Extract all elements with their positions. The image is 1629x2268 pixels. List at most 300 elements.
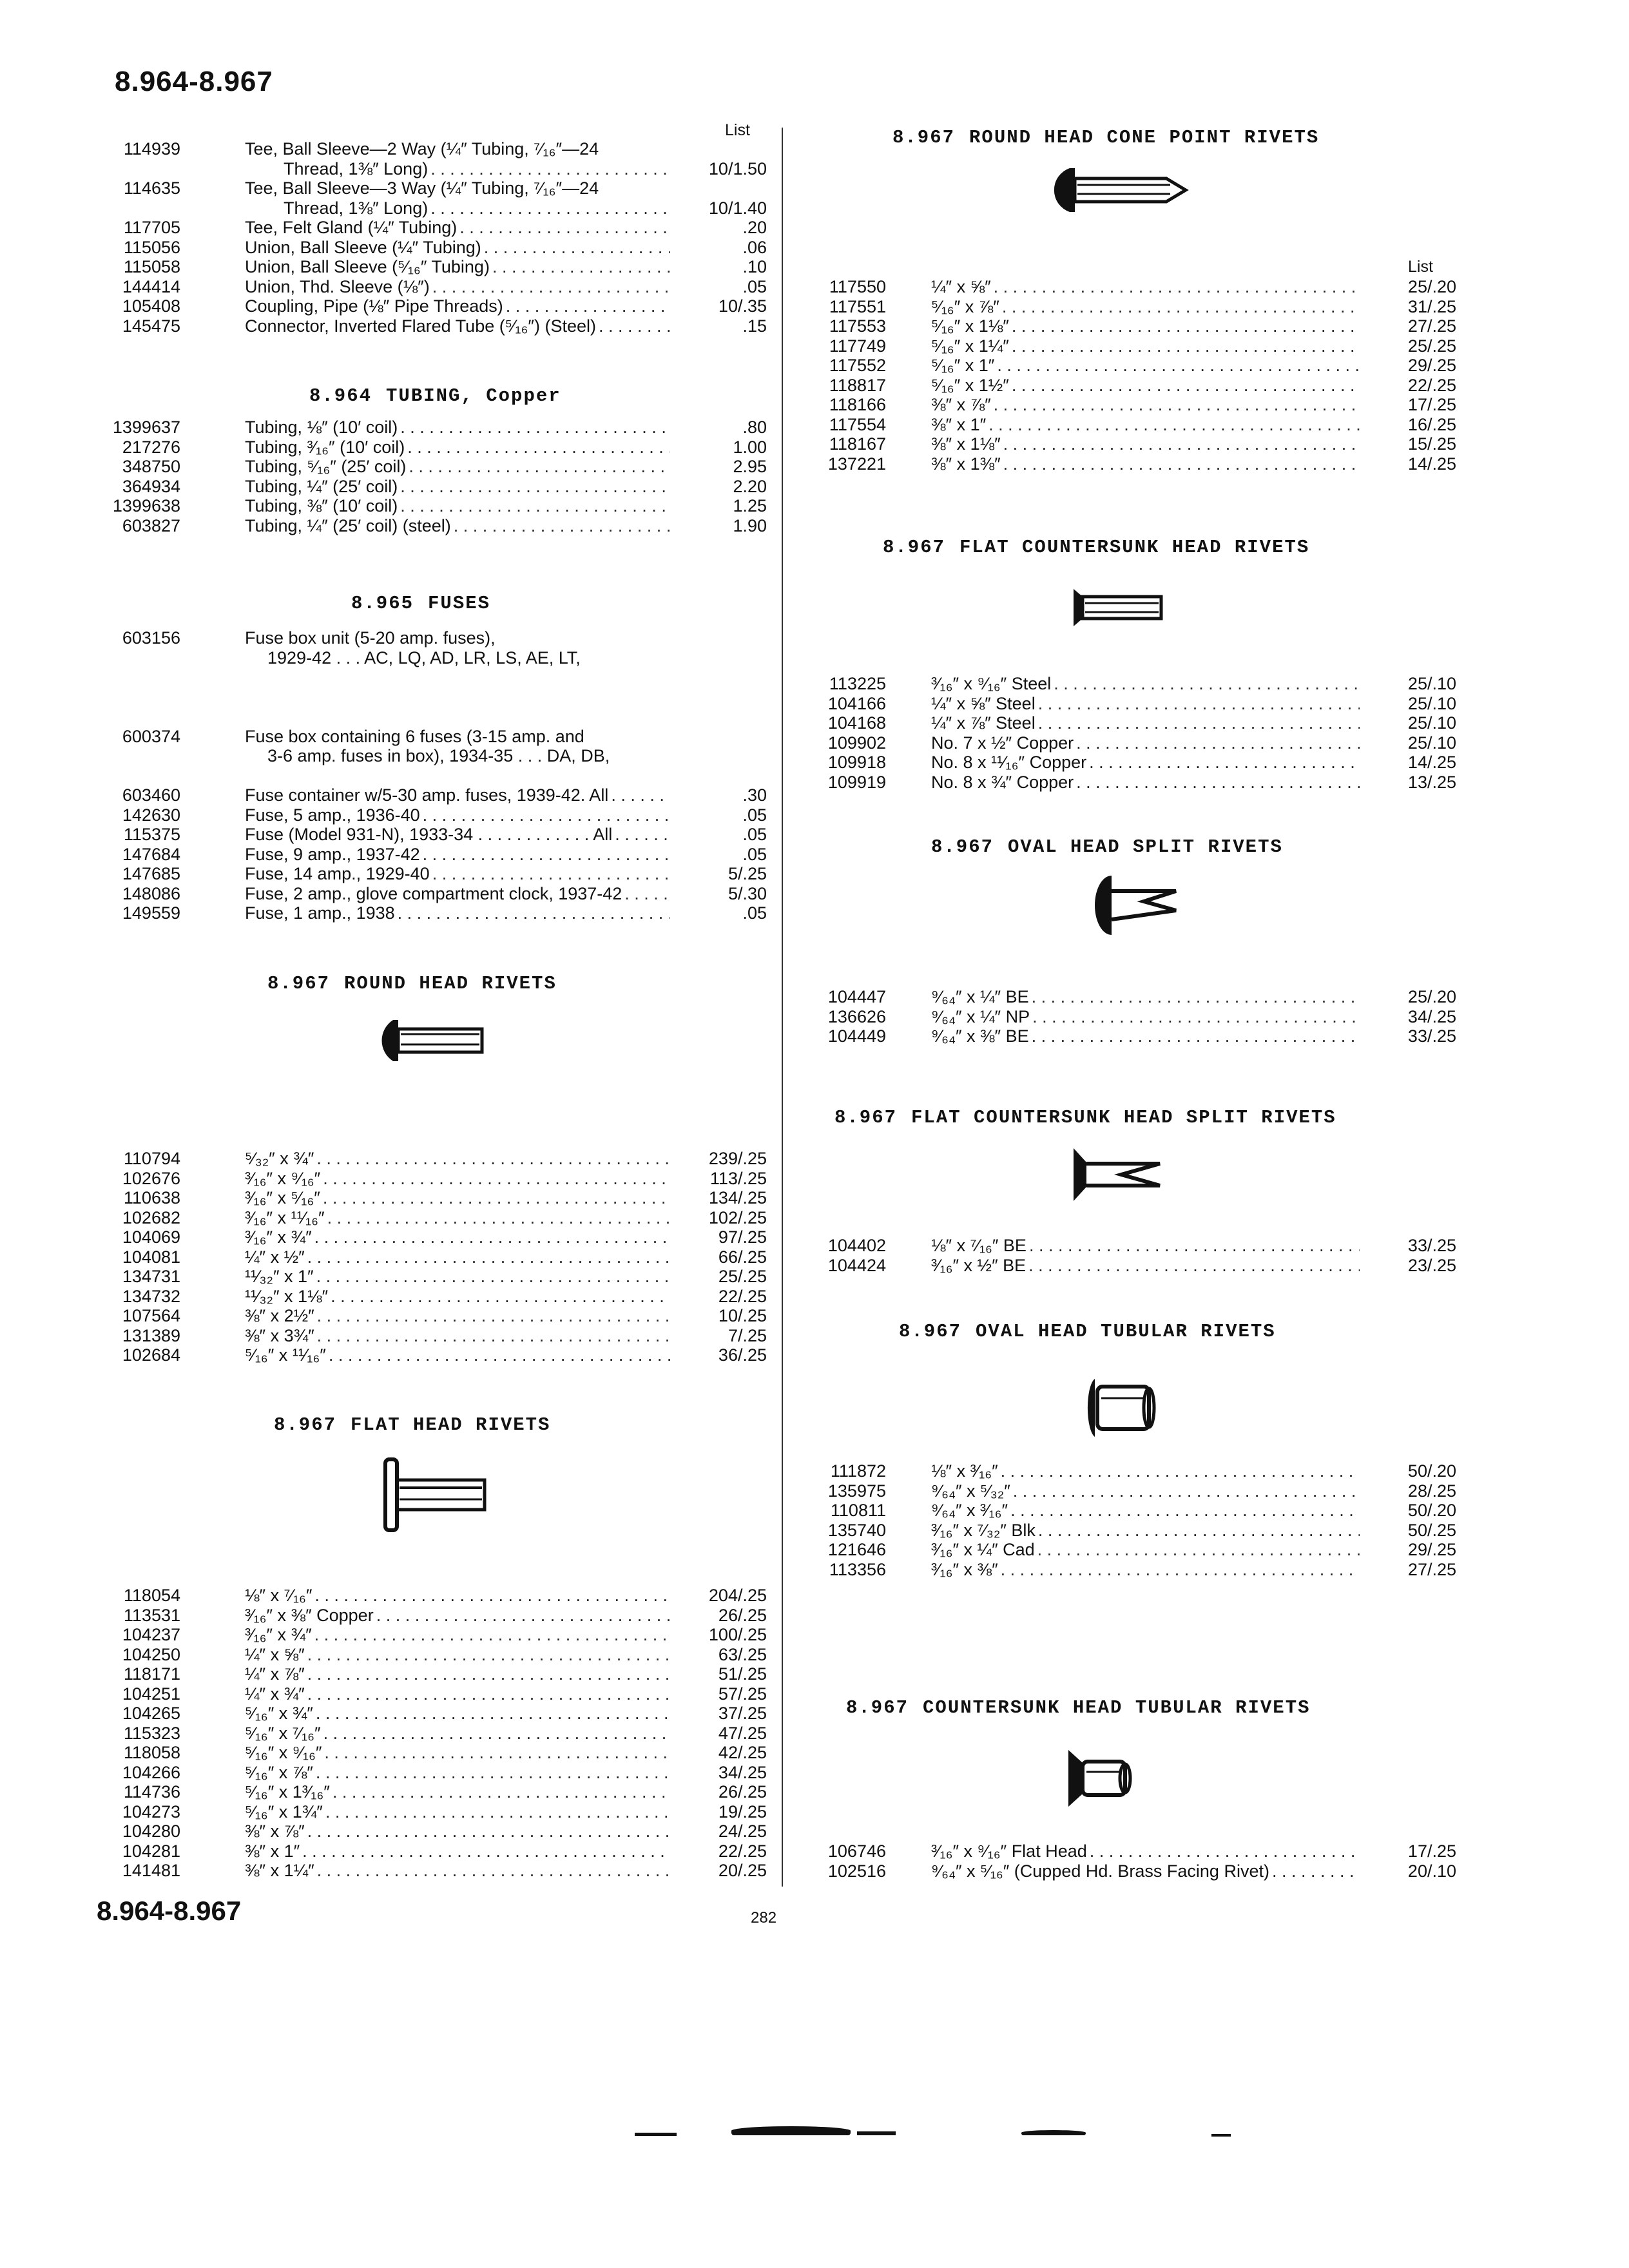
part-number: 104424 [827, 1255, 886, 1275]
list-price: 14/.25 [1407, 753, 1456, 772]
part-number: 104449 [827, 1026, 886, 1046]
list-item [97, 825, 767, 845]
part-description [245, 1227, 670, 1247]
description-text: Fuse, 5 amp., 1936-40 [245, 805, 420, 825]
leader-dots [492, 257, 670, 277]
description-text: Tubing, ³⁄₁₆″ (10′ coil) [245, 437, 405, 457]
part-description [931, 1236, 1360, 1256]
leader-dots [317, 1326, 670, 1346]
part-description [245, 316, 670, 336]
leader-dots [307, 1684, 670, 1704]
description-text: Fuse (Model 931-N), 1933-34 . . . . . . . . . . . . All [245, 825, 613, 844]
list-header: List [1408, 258, 1433, 276]
page-number: 282 [751, 1909, 777, 1927]
list-price: 22/.25 [718, 1841, 767, 1861]
description-text: ³⁄₁₆″ x ¾″ [245, 1625, 312, 1644]
list-item [97, 1208, 767, 1228]
list-item [97, 1821, 767, 1841]
part-number: 117550 [829, 277, 886, 296]
part-description [931, 694, 1360, 714]
part-number: 137221 [827, 454, 886, 474]
part-description [931, 316, 1360, 336]
leader-dots [316, 1149, 670, 1169]
list-item [97, 159, 767, 179]
list-price: 27/.25 [1407, 1559, 1456, 1579]
list-item [97, 1664, 767, 1684]
leader-dots [1013, 1481, 1360, 1501]
leader-dots [376, 1606, 670, 1626]
part-number: 104266 [122, 1762, 180, 1782]
part-number: 111872 [830, 1461, 886, 1481]
list-item [802, 415, 1456, 435]
leader-dots [423, 805, 670, 825]
list-item [97, 864, 767, 884]
leader-dots [1038, 1521, 1360, 1541]
list-price: 33/.25 [1407, 1236, 1456, 1255]
part-description [245, 903, 670, 923]
list-price: 102/.25 [708, 1207, 767, 1227]
list-item [802, 1560, 1456, 1580]
list-item [97, 1684, 767, 1704]
list-item [97, 1149, 767, 1169]
description-text: ⅜″ x 3¾″ [245, 1325, 314, 1345]
part-description [245, 1704, 670, 1724]
part-number: 104273 [122, 1802, 180, 1821]
description-text: ⅜″ x 1⅛″ [931, 434, 1001, 454]
leader-dots [400, 418, 670, 437]
list-item [97, 884, 767, 904]
part-description [245, 457, 670, 477]
part-number: 113531 [123, 1605, 180, 1625]
part-number: 118166 [829, 395, 886, 414]
list-price: 50/.25 [1407, 1520, 1456, 1540]
part-number: 104081 [122, 1247, 180, 1267]
description-text: ³⁄₁₆″ x ¾″ [245, 1227, 312, 1247]
description-text: ¼″ x ⅞″ [245, 1664, 305, 1684]
description-text: ⁵⁄₃₂″ x ¾″ [245, 1149, 314, 1168]
list-price: 50/.20 [1407, 1501, 1456, 1520]
leader-dots [599, 316, 670, 336]
description-text: ⁵⁄₁₆″ x ¹¹⁄₁₆″ [245, 1345, 326, 1365]
description-text: Tubing, ¼″ (25′ coil) [245, 476, 398, 496]
scan-mark [731, 2126, 851, 2135]
list-price: 24/.25 [718, 1821, 767, 1841]
scan-mark [1021, 2130, 1086, 2135]
description-text: ³⁄₁₆″ x ⁵⁄₁₆″ [245, 1188, 320, 1207]
part-number: 117705 [123, 218, 180, 237]
part-number: 115323 [123, 1723, 180, 1743]
part-number: 136626 [827, 1006, 886, 1026]
part-description [245, 1664, 670, 1684]
part-description [245, 884, 670, 904]
list-price: 10/1.40 [708, 198, 767, 218]
part-number: 148086 [122, 883, 180, 903]
leader-dots [316, 1267, 670, 1287]
part-number: 135975 [827, 1481, 886, 1501]
description-text: ¼″ x ½″ [245, 1247, 305, 1267]
part-number: 114635 [123, 178, 180, 198]
leader-dots [317, 1306, 670, 1326]
list-item [97, 1782, 767, 1802]
leader-dots [324, 1743, 670, 1763]
list-price: 13/.25 [1407, 772, 1456, 792]
list-item [97, 496, 767, 516]
list-price: 23/.25 [1407, 1255, 1456, 1275]
description-text: ⅛″ x ⁷⁄₁₆″ BE [931, 1236, 1027, 1255]
leader-dots [994, 395, 1360, 415]
list-price: .05 [742, 844, 767, 864]
list-item [97, 238, 767, 258]
list-item [802, 277, 1456, 297]
list-item [97, 1287, 767, 1307]
part-description [931, 434, 1360, 454]
list-item [97, 296, 767, 316]
list-price: 37/.25 [718, 1704, 767, 1723]
list-item [97, 845, 767, 865]
part-number: 115058 [123, 257, 180, 276]
part-number: 114939 [123, 139, 180, 159]
list-item [97, 257, 767, 277]
part-description [245, 516, 670, 536]
part-number: 1399637 [112, 418, 180, 437]
description-text: ⅛″ x ⁷⁄₁₆″ [245, 1586, 313, 1605]
part-number: 364934 [122, 476, 180, 496]
description-text: No. 8 x ¾″ Copper [931, 772, 1074, 792]
fusebox2-line: 3-6 amp. fuses in box), 1934-35 . . . DA, DB, [267, 746, 610, 765]
part-description [245, 1247, 670, 1267]
part-description [245, 1208, 670, 1228]
list-price: .20 [742, 218, 767, 237]
list-item [97, 1802, 767, 1822]
description-text: Tubing, ¼″ (25′ coil) (steel) [245, 515, 451, 535]
part-description [931, 1861, 1360, 1881]
leader-dots [1001, 1560, 1360, 1580]
description-text: ⁹⁄₆₄″ x ⅜″ BE [931, 1026, 1029, 1046]
list-price: 113/.25 [709, 1168, 767, 1188]
description-text: Connector, Inverted Flared Tube (⁵⁄₁₆″) (Steel) [245, 316, 596, 336]
scan-mark [635, 2133, 677, 2136]
description-text: ¼″ x ¾″ [245, 1684, 305, 1704]
leader-dots [1001, 1461, 1360, 1481]
description-text: Fuse, 14 amp., 1929-40 [245, 864, 430, 883]
list-item [802, 1481, 1456, 1501]
description-text: ³⁄₁₆″ x ½″ BE [931, 1255, 1027, 1275]
part-number: 121646 [827, 1540, 886, 1559]
leader-dots [430, 198, 670, 218]
description-text: Tubing, ⁵⁄₁₆″ (25′ coil) [245, 457, 407, 476]
part-description [245, 437, 670, 457]
leader-dots [454, 516, 670, 536]
list-price: 20/.25 [718, 1861, 767, 1880]
list-item [802, 1521, 1456, 1541]
list-price: 34/.25 [718, 1762, 767, 1782]
part-number: 113225 [829, 674, 886, 693]
leader-dots [307, 1664, 670, 1684]
part-number: 109919 [827, 772, 886, 792]
round-head-rivet-icon [361, 1015, 490, 1066]
list-price: 17/.25 [1407, 395, 1456, 414]
list-item [802, 336, 1456, 356]
part-number: 110811 [830, 1501, 886, 1520]
description-text: ⅜″ x 1⅜″ [931, 454, 1001, 474]
description-text: ³⁄₁₆″ x ⁷⁄₃₂″ Blk [931, 1520, 1036, 1540]
section-title-round-head-rivets: 8.967 ROUND HEAD RIVETS [267, 973, 557, 994]
list-item [802, 1256, 1456, 1276]
list-item [802, 674, 1456, 694]
part-description [245, 296, 670, 316]
list-price: 63/.25 [718, 1644, 767, 1664]
part-number: 117552 [829, 356, 886, 375]
countersunk-tubular-rivet-icon [1063, 1746, 1134, 1811]
description-text: ³⁄₁₆″ x ⅜″ [931, 1559, 998, 1579]
list-price: 27/.25 [1407, 316, 1456, 336]
description-text: Tee, Ball Sleeve—2 Way (¼″ Tubing, ⁷⁄₁₆″—24 [245, 139, 599, 159]
leader-dots [615, 825, 670, 845]
list-price: 1.25 [733, 496, 767, 515]
section-title-countersunk-tubular-rivets: 8.967 COUNTERSUNK HEAD TUBULAR RIVETS [846, 1697, 1311, 1718]
description-text: ⁵⁄₁₆″ x 1⅛″ [931, 316, 1009, 336]
part-description [931, 277, 1360, 297]
part-number: 104237 [122, 1625, 180, 1644]
list-item [97, 178, 767, 198]
list-price: 47/.25 [718, 1723, 767, 1743]
part-number: 115056 [123, 237, 180, 257]
list-item [97, 277, 767, 297]
list-price: 25/.25 [718, 1267, 767, 1286]
list-item [97, 805, 767, 825]
flat-head-rivet-icon [380, 1453, 490, 1537]
part-description [245, 277, 670, 297]
part-description [245, 785, 670, 805]
part-description [245, 218, 670, 238]
leader-dots [1028, 1256, 1360, 1276]
part-description [245, 1149, 670, 1169]
list-header: List [725, 121, 750, 139]
description-text: Fuse, 9 amp., 1937-42 [245, 844, 420, 864]
part-description [245, 1287, 670, 1307]
part-description [931, 753, 1360, 773]
list-price: 10/1.50 [708, 159, 767, 178]
list-price: 7/.25 [728, 1325, 767, 1345]
list-item [97, 1247, 767, 1267]
list-price: 25/.20 [1407, 277, 1456, 296]
list-item [802, 356, 1456, 376]
list-item [802, 773, 1456, 793]
part-number: 104447 [827, 987, 886, 1006]
list-price: 66/.25 [718, 1247, 767, 1267]
part-number: 104402 [827, 1236, 886, 1255]
list-price: 29/.25 [1407, 1540, 1456, 1559]
part-number: 114736 [123, 1782, 180, 1802]
part-number: 147684 [122, 844, 180, 864]
part-description [245, 1841, 670, 1861]
section-title-flat-head-rivets: 8.967 FLAT HEAD RIVETS [274, 1414, 551, 1436]
part-description [245, 1645, 670, 1665]
list-item [97, 1606, 767, 1626]
part-description [931, 454, 1360, 474]
section-title-cone-point-rivets: 8.967 ROUND HEAD CONE POINT RIVETS [892, 127, 1320, 148]
list-price: 204/.25 [708, 1586, 767, 1605]
list-item [97, 316, 767, 336]
leader-dots [1032, 987, 1360, 1007]
part-description [931, 1841, 1360, 1861]
list-item [97, 1586, 767, 1606]
list-price: 36/.25 [718, 1345, 767, 1365]
part-description [931, 1540, 1360, 1560]
part-number: 113356 [829, 1559, 886, 1579]
section-title-countersunk-split-rivets: 8.967 FLAT COUNTERSUNK HEAD SPLIT RIVETS [834, 1107, 1336, 1128]
list-item [97, 1743, 767, 1763]
part-description [931, 1026, 1360, 1046]
list-item [97, 516, 767, 536]
description-text: ⁵⁄₁₆″ x ⅞″ [931, 296, 999, 316]
part-description [931, 713, 1360, 733]
description-text: Union, Thd. Sleeve (⅛″) [245, 276, 430, 296]
part-description [245, 845, 670, 865]
leader-dots [317, 1861, 670, 1881]
description-text: ¼″ x ⅝″ Steel [931, 693, 1036, 713]
part-description [245, 1625, 670, 1645]
leader-dots [1003, 434, 1360, 454]
list-price: .05 [742, 903, 767, 923]
list-price: 97/.25 [718, 1227, 767, 1247]
list-item [97, 1326, 767, 1346]
part-description [931, 773, 1360, 793]
part-description [245, 1802, 670, 1822]
list-item [97, 437, 767, 457]
part-number: 134732 [122, 1286, 180, 1306]
description-text: ⅜″ x 2½″ [245, 1306, 314, 1325]
part-description [931, 356, 1360, 376]
description-text: ⁵⁄₁₆″ x ⁹⁄₁₆″ [245, 1743, 322, 1762]
description-text: Thread, 1⅜″ Long) [284, 159, 429, 178]
page-header: 8.964-8.967 [115, 66, 273, 97]
part-number: 118171 [123, 1664, 180, 1684]
part-number: 118167 [829, 434, 886, 454]
leader-dots [1076, 733, 1360, 753]
description-text: ⅛″ x ³⁄₁₆″ [931, 1461, 998, 1481]
description-text: ⁵⁄₁₆″ x 1¾″ [245, 1802, 323, 1821]
leader-dots [400, 477, 670, 497]
part-description [931, 395, 1360, 415]
part-number: 603460 [122, 785, 180, 805]
description-text: Fuse container w/5-30 amp. fuses, 1939-42. All [245, 785, 609, 805]
list-price: 14/.25 [1407, 454, 1456, 474]
leader-dots [323, 1169, 670, 1189]
description-text: ⁹⁄₆₄″ x ¼″ NP [931, 1006, 1030, 1026]
leader-dots [398, 903, 670, 923]
part-description [245, 1267, 670, 1287]
leader-dots [1037, 1540, 1360, 1560]
description-text: ¼″ x ⅞″ Steel [931, 713, 1036, 733]
list-price: 33/.25 [1407, 1026, 1456, 1046]
list-item [97, 1625, 767, 1645]
part-description [245, 805, 670, 825]
leader-dots [1272, 1861, 1360, 1881]
list-price: .80 [742, 418, 767, 437]
part-number: 102516 [827, 1861, 886, 1881]
description-text: Union, Ball Sleeve (¼″ Tubing) [245, 237, 481, 257]
part-number: 348750 [122, 457, 180, 476]
leader-dots [307, 1645, 670, 1665]
list-price: 57/.25 [718, 1684, 767, 1704]
list-price: 15/.25 [1407, 434, 1456, 454]
list-item [97, 1704, 767, 1724]
scan-mark [857, 2131, 896, 2135]
list-item [97, 1345, 767, 1365]
list-price: 34/.25 [1407, 1006, 1456, 1026]
part-number: 107564 [122, 1306, 180, 1325]
description-text: ⁵⁄₁₆″ x ⁷⁄₁₆″ [245, 1723, 321, 1743]
part-number: 109902 [827, 733, 886, 753]
part-description [245, 825, 670, 845]
leader-dots [1038, 713, 1360, 733]
description-text: ³⁄₁₆″ x ¹¹⁄₁₆″ [245, 1207, 325, 1227]
part-number: 117749 [829, 336, 886, 356]
description-text: Coupling, Pipe (⅛″ Pipe Threads) [245, 296, 503, 316]
list-item [97, 139, 767, 159]
part-description [931, 336, 1360, 356]
part-description [245, 1763, 670, 1783]
list-item [802, 694, 1456, 714]
list-item [802, 1007, 1456, 1027]
part-description [931, 415, 1360, 435]
description-text: ⁹⁄₆₄″ x ⁵⁄₃₂″ [931, 1481, 1010, 1501]
part-number: 105408 [122, 296, 180, 316]
column-divider [782, 128, 783, 1887]
part-number: 110794 [123, 1149, 180, 1168]
list-item [97, 1188, 767, 1208]
part-description [931, 1007, 1360, 1027]
list-price: 16/.25 [1407, 414, 1456, 434]
leader-dots [1032, 1007, 1360, 1027]
leader-dots [988, 415, 1360, 435]
leader-dots [1003, 454, 1360, 474]
scan-mark [1211, 2134, 1231, 2137]
list-item [97, 903, 767, 923]
leader-dots [1012, 316, 1360, 336]
part-number: 118058 [123, 1743, 180, 1762]
description-text: ⁵⁄₁₆″ x 1¼″ [931, 336, 1009, 356]
list-price: 10/.35 [718, 296, 767, 316]
part-description [931, 1481, 1360, 1501]
cone-point-rivet-icon [1044, 164, 1199, 216]
list-price: 20/.10 [1407, 1861, 1456, 1881]
part-number: 117554 [829, 414, 886, 434]
description-text: Thread, 1⅜″ Long) [284, 198, 429, 218]
fusebox2-line: Fuse box containing 6 fuses (3-15 amp. and [245, 727, 584, 746]
part-number: 104168 [827, 713, 886, 733]
leader-dots [1012, 376, 1360, 396]
leader-dots [484, 238, 670, 258]
list-price: 22/.25 [1407, 375, 1456, 395]
part-number: 117553 [829, 316, 886, 336]
part-description [245, 496, 670, 516]
list-price: 5/.30 [728, 883, 767, 903]
list-item [97, 1861, 767, 1881]
section-title-oval-tubular-rivets: 8.967 OVAL HEAD TUBULAR RIVETS [899, 1321, 1276, 1342]
list-price: .10 [742, 257, 767, 276]
part-number: 118817 [829, 375, 886, 395]
list-item [97, 1763, 767, 1783]
part-description [245, 1188, 670, 1208]
part-number: 117551 [829, 296, 886, 316]
list-item [97, 218, 767, 238]
description-text: ⁵⁄₁₆″ x 1³⁄₁₆″ [245, 1782, 330, 1802]
part-description [931, 1501, 1360, 1521]
list-item [802, 434, 1456, 454]
list-item [802, 376, 1456, 396]
